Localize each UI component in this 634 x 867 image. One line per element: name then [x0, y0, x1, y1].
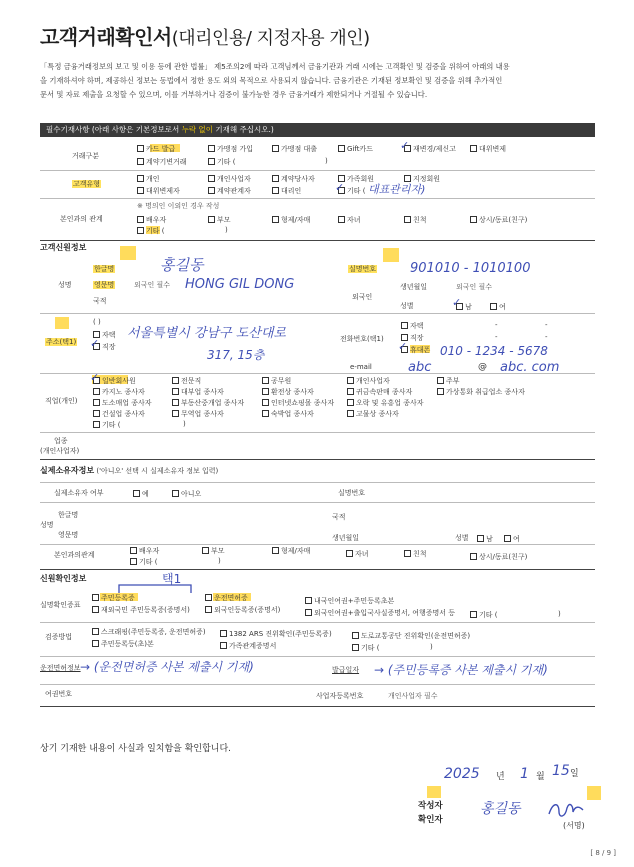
issue-date-label: 발급일자	[332, 666, 360, 674]
occupation-option[interactable]: 귀금속판매 종사자	[347, 388, 412, 396]
real-owner-note: ('아니오' 선택 시 실제소유자 정보 입력)	[94, 467, 219, 475]
rrn-value[interactable]: 901010 - 1010100	[410, 261, 531, 276]
transaction-option[interactable]: Gift카드	[338, 145, 373, 153]
real-owner-relation-label: 본인과의관계	[54, 551, 95, 559]
occupation-option[interactable]: 카지노 종사자	[93, 388, 145, 396]
customer-type-option[interactable]: 계약당사자	[272, 175, 315, 183]
highlight-mark	[55, 317, 69, 329]
gender-female[interactable]: 여	[490, 303, 506, 311]
verify-option[interactable]: 주민등록등(초)본	[92, 640, 154, 648]
bizno-note: 개인사업자 필수	[388, 692, 438, 700]
transaction-other-close: )	[325, 157, 328, 165]
highlight-mark	[427, 786, 441, 798]
rrn-label: 실명번호	[349, 265, 377, 273]
real-owner-nationality-label: 국적	[332, 513, 346, 521]
phone-dash: -	[495, 333, 498, 341]
occupation-option[interactable]: 건설업 종사자	[93, 410, 145, 418]
real-owner-relation-option[interactable]: 친척	[404, 550, 427, 558]
occupation-option[interactable]: 인터넷쇼핑몰 종사자	[262, 399, 334, 407]
real-owner-name-label: 성명	[40, 521, 54, 529]
required-band	[40, 123, 595, 137]
id-choice-handwritten: 택1	[162, 572, 182, 586]
email-label: e-mail	[350, 363, 372, 371]
transaction-option[interactable]: 카드 발급	[137, 145, 175, 153]
english-name-value[interactable]: HONG GIL DONG	[185, 277, 295, 292]
relation-other-close: )	[225, 226, 228, 234]
license-label: 운전면허정보	[40, 664, 81, 672]
occupation-option[interactable]: 전문직	[172, 377, 201, 385]
customer-type-option[interactable]: 개인	[137, 175, 160, 183]
check-mark-icon: ✓	[335, 181, 345, 194]
real-owner-yes[interactable]: 예	[133, 490, 149, 498]
intro-line-3: 문서 및 자료 제출을 요청할 수 있으며, 이를 거부하거나 검증이 불가능한 경우 금융거래가 제한되거나 거절될 수 있습니다.	[40, 90, 428, 99]
license-value[interactable]: → (운전면허증 사본 제출시 기재)	[80, 660, 254, 674]
bizno-label: 사업자등록번호	[316, 692, 364, 700]
date-month[interactable]: 1	[520, 766, 529, 782]
date-year[interactable]: 2025	[444, 766, 480, 782]
transaction-option[interactable]: 대위변제	[470, 145, 506, 153]
phone-label: 전화번호(택1)	[340, 335, 384, 343]
check-mark-icon: ✓	[398, 340, 408, 353]
relation-option[interactable]: 배우자	[137, 216, 166, 224]
relation-other[interactable]: 기타 (	[137, 227, 164, 235]
address-line-2[interactable]: 317, 15층	[207, 348, 265, 362]
band-suffix: 기재해 주십시오.)	[213, 125, 274, 134]
occupation-option[interactable]: 공무원	[262, 377, 291, 385]
verify-option[interactable]: 1382 ARS 진위확인(주민등록증)	[220, 630, 332, 638]
intro-line-2: 을 기재하셔야 하며, 제공하신 정보는 동법에서 정한 용도 외의 목적으로 사용되지 않습니다. 금융기관은 기재된 정보확인 및 검증을 위해 추가적인	[40, 76, 503, 85]
relation-option[interactable]: 자녀	[338, 216, 361, 224]
title-sub: (대리인용/ 지정자용 개인)	[171, 28, 370, 49]
page-number: [ 8 / 9 ]	[590, 849, 616, 857]
occupation-option[interactable]: 일반회사원	[93, 377, 136, 385]
occupation-option[interactable]: 환전상 종사자	[262, 388, 314, 396]
phone-work[interactable]: 직장	[401, 334, 424, 342]
real-owner-relation-option[interactable]: 자녀	[346, 550, 369, 558]
occupation-option[interactable]: 도소매업 종사자	[93, 399, 152, 407]
occupation-option[interactable]: 오락 및 유흥업 종사자	[347, 399, 424, 407]
verify-option[interactable]: 스크래핑(주민등록증, 운전면허증)	[92, 628, 206, 636]
english-name-label: 영문명	[94, 281, 115, 289]
date-day[interactable]: 15	[552, 763, 570, 779]
address-line-1[interactable]: 서울특별시 강남구 도산대로	[127, 326, 286, 341]
relation-note: ※ 명의인 이외인 경우 작성	[137, 202, 220, 210]
customer-type-option[interactable]: 계약관계자	[208, 187, 251, 195]
customer-type-option[interactable]: 대리인	[272, 187, 301, 195]
foreigner-label: 외국인	[352, 293, 373, 301]
id-option[interactable]: 주민등록증	[92, 594, 135, 602]
occupation-other-close: )	[183, 420, 186, 428]
passport-label: 여권번호	[45, 690, 73, 698]
verify-option[interactable]: 도로교통공단 진위확인(운전면허증)	[352, 632, 470, 640]
id-option[interactable]: 내국인여권+주민등록초본	[305, 597, 394, 605]
phone-dash: -	[545, 321, 548, 329]
korean-name-value[interactable]: 홍길동	[160, 256, 204, 274]
highlight-mark	[120, 246, 136, 260]
address-label: 주소(택1)	[46, 338, 77, 346]
real-owner-relation-option[interactable]: 부모	[202, 547, 225, 555]
issue-date-value[interactable]: → (주민등록증 사본 제출시 기재)	[374, 663, 548, 677]
writer-label: 작성자	[418, 801, 443, 811]
phone-dash: -	[545, 333, 548, 341]
id-option[interactable]: 외국인여권+출입국사실증명서, 여행증명서 등	[305, 609, 455, 617]
real-owner-no[interactable]: 아니오	[172, 490, 201, 498]
real-owner-rrn-label: 실명번호	[338, 489, 366, 497]
check-mark-icon: ✓	[90, 337, 100, 350]
real-owner-female[interactable]: 여	[504, 535, 520, 543]
transaction-other[interactable]: 기타 (	[208, 158, 235, 166]
title-main: 고객거래확인서	[40, 25, 172, 49]
gender-label: 성별	[400, 302, 414, 310]
relation-option[interactable]: 친척	[404, 216, 427, 224]
birth-label: 생년월일	[400, 283, 428, 291]
real-owner-relation-option[interactable]: 배우자	[130, 547, 159, 555]
real-owner-relation-other[interactable]: 기타 (	[130, 558, 157, 566]
customer-type-option[interactable]: 지정회원	[404, 175, 440, 183]
occupation-option[interactable]: 무역업 종사자	[172, 410, 224, 418]
occupation-option[interactable]: 가상통화 취급업소 종사자	[437, 388, 525, 396]
nationality-label: 국적	[93, 297, 107, 305]
customer-type-option[interactable]: 대위변제자	[137, 187, 180, 195]
email-at: @	[478, 362, 487, 372]
occupation-option[interactable]: 대부업 종사자	[172, 388, 224, 396]
real-owner-relation-option[interactable]: 상시/동료(친구)	[470, 553, 527, 561]
gender-male[interactable]: 남	[456, 303, 472, 311]
real-owner-birth-label: 생년월일	[332, 534, 360, 542]
signer-name[interactable]: 홍길동	[480, 801, 521, 817]
name-label: 성명	[58, 281, 72, 289]
id-check-section: 신원확인정보	[40, 574, 87, 583]
check-mark-icon: ✓	[452, 296, 462, 309]
real-owner-gender-label: 성별	[455, 534, 469, 542]
signature-icon	[545, 796, 587, 822]
id-option[interactable]: 운전면허증	[205, 594, 248, 602]
real-owner-section: 실제소유자정보	[40, 466, 95, 475]
real-owner-relation-other-close: )	[218, 557, 221, 565]
id-option[interactable]: 재외국민 주민등록증(증명서)	[92, 606, 190, 614]
month-unit: 월	[536, 772, 545, 782]
customer-type-option[interactable]: 개인사업자	[208, 175, 251, 183]
address-home[interactable]: 자택	[93, 331, 116, 339]
id-other-close: )	[558, 610, 561, 618]
transaction-option[interactable]: 계약기변거래	[137, 158, 187, 166]
relation-option[interactable]: 상시/동료(친구)	[470, 216, 527, 224]
industry-sublabel: (개인사업자)	[40, 447, 80, 455]
band-highlight: 누락 없이	[181, 125, 214, 134]
transaction-option[interactable]: 재변경/제신고	[404, 145, 456, 153]
occupation-option[interactable]: 고물상 종사자	[347, 410, 399, 418]
phone-mobile[interactable]: 휴대폰	[401, 346, 430, 354]
highlight-mark	[383, 248, 399, 262]
relation-option[interactable]: 부모	[208, 216, 231, 224]
real-owner-male[interactable]: 남	[477, 535, 493, 543]
page-title	[40, 27, 370, 48]
address-work[interactable]: 직장	[93, 343, 116, 351]
customer-type-other[interactable]: 기타 (	[338, 187, 365, 195]
customer-info-section: 고객신원정보	[40, 243, 87, 252]
occupation-option[interactable]: 숙박업 종사자	[262, 410, 314, 418]
phone-home[interactable]: 자택	[401, 322, 424, 330]
verify-label: 검증방법	[45, 633, 73, 641]
seal-label: (서명)	[563, 821, 585, 830]
verify-other[interactable]: 기타 (	[352, 644, 379, 652]
confirm-statement: 상기 기재한 내용이 사실과 일치함을 확인합니다.	[40, 744, 232, 754]
occupation-option[interactable]: 기타 (	[93, 421, 120, 429]
real-owner-korean-label: 한글명	[58, 511, 79, 519]
intro-line-1: 「특정 금융거래정보의 보고 및 이용 등에 관한 법률」 제5조의2에 따라 고객님께서 금융기관과 거래 시에는 고객확인 및 검증을 위하여 아래의 내용	[40, 62, 510, 71]
id-label: 실명확인증표	[40, 601, 81, 609]
email-user[interactable]: abc	[408, 360, 432, 375]
occupation-option[interactable]: 주부	[437, 377, 460, 385]
verify-option[interactable]: 가족관계증명서	[220, 642, 276, 650]
real-owner-relation-option[interactable]: 형제/자매	[272, 547, 310, 555]
industry-label: 업종	[54, 437, 68, 445]
transaction-option[interactable]: 가맹점 대출	[272, 145, 317, 153]
check-mark-icon: ✓	[400, 139, 410, 152]
korean-name-label: 한글명	[94, 265, 115, 273]
real-owner-exists-label: 실제소유자 여부	[54, 489, 104, 497]
transaction-label: 거래구분	[72, 152, 100, 160]
customer-type-handwritten: 대표관리자)	[368, 183, 426, 196]
english-name-note: 외국인 필수	[134, 281, 171, 289]
verify-other-close: )	[430, 643, 433, 651]
customer-type-option[interactable]: 가족회원	[338, 175, 374, 183]
year-unit: 년	[496, 772, 505, 782]
relation-label: 본인과의 관계	[60, 215, 103, 223]
relation-option[interactable]: 형제/자매	[272, 216, 310, 224]
occupation-label: 직업(개인)	[45, 397, 78, 405]
band-prefix: 필수기재사항 (아래 사항은 기본정보로서	[46, 125, 182, 134]
transaction-option[interactable]: 가맹점 가입	[208, 145, 253, 153]
id-option[interactable]: 외국인등록증(증명서)	[205, 606, 280, 614]
highlight-mark	[587, 786, 601, 800]
birth-note: 외국인 필수	[456, 283, 493, 291]
phone-dash: -	[495, 321, 498, 329]
real-owner-english-label: 영문명	[58, 531, 79, 539]
occupation-option[interactable]: 부동산중개업 종사자	[172, 399, 244, 407]
confirmer-label: 확인자	[418, 815, 443, 825]
email-domain[interactable]: abc. com	[500, 360, 560, 375]
occupation-option[interactable]: 개인사업자	[347, 377, 390, 385]
id-other[interactable]: 기타 (	[470, 611, 497, 619]
day-unit: 일	[570, 769, 579, 779]
customer-type-label: 고객유형	[73, 180, 101, 188]
address-paren: ( )	[93, 318, 101, 326]
phone-value[interactable]: 010 - 1234 - 5678	[440, 344, 548, 358]
check-mark-icon: ✓	[90, 371, 100, 384]
